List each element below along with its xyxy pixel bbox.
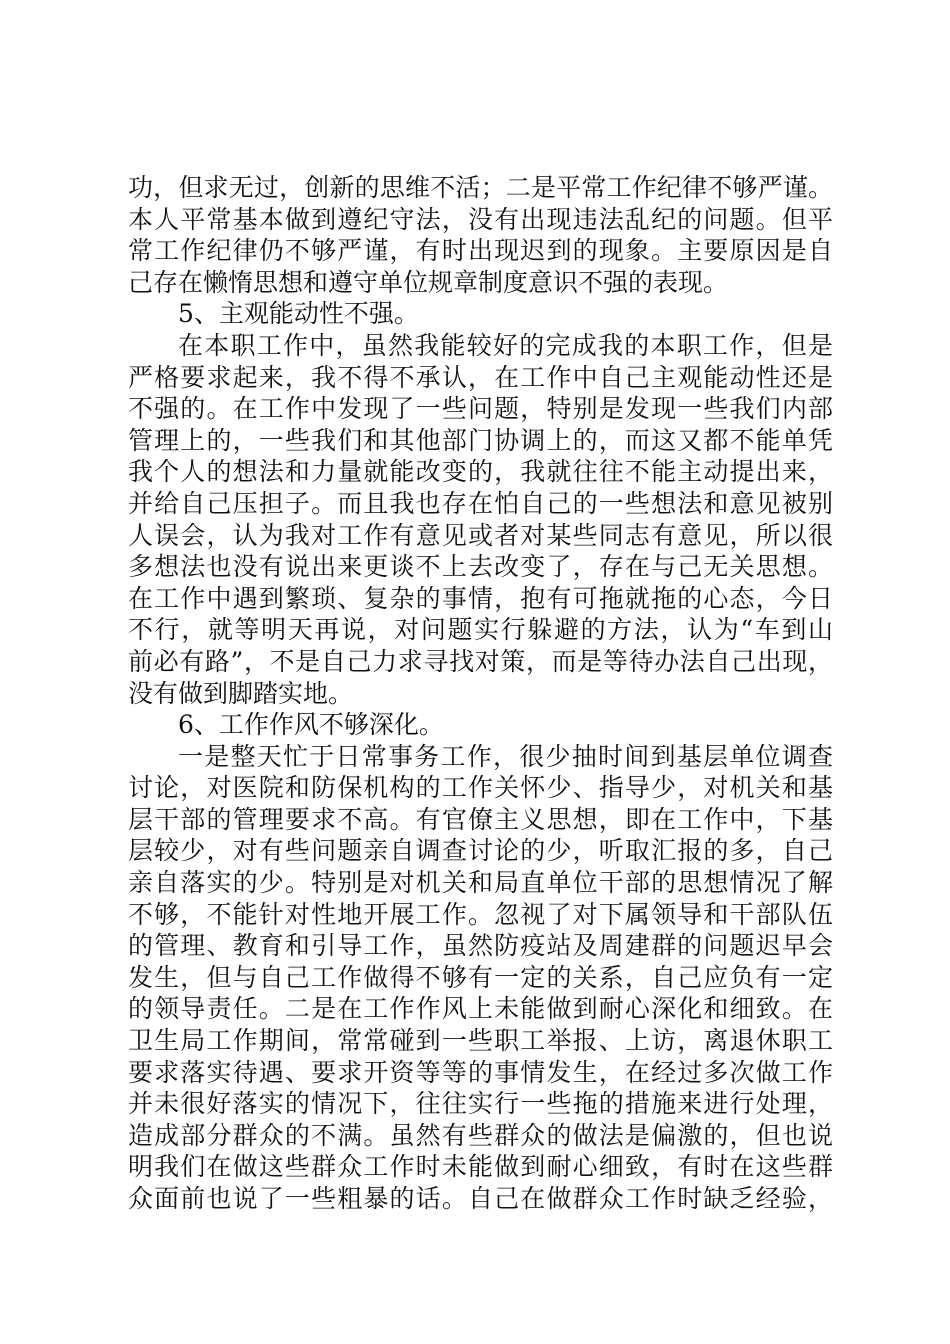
text-line: 亲自落实的少。特别是对机关和局直单位干部的思想情况了解 — [128, 868, 833, 898]
text-line: 不行，就等明天再说，对问题实行躲避的方法，认为“车到山 — [128, 615, 833, 645]
text-line: 人误会，认为我对工作有意见或者对某些同志有意见，所以很 — [128, 520, 833, 550]
text-line: 我个人的想法和力量就能改变的，我就往往不能主动提出来， — [128, 457, 833, 487]
text-line: 常工作纪律仍不够严谨，有时出现迟到的现象。主要原因是自 — [128, 236, 833, 266]
text-line: 前必有路”，不是自己力求寻找对策，而是等待办法自己出现， — [128, 646, 833, 676]
text-line: 要求落实待遇、要求开资等等的事情发生，在经过多次做工作 — [128, 1057, 833, 1087]
text-line: 并未很好落实的情况下，往往实行一些拖的措施来进行处理， — [128, 1089, 833, 1119]
text-line: 明我们在做这些群众工作时未能做到耐心细致，有时在这些群 — [128, 1152, 833, 1182]
text-line: 层较少，对有些问题亲自调查讨论的少，听取汇报的多，自己 — [128, 836, 833, 866]
text-line: 在本职工作中，虽然我能较好的完成我的本职工作，但是 — [178, 330, 833, 360]
text-line: 不够，不能针对性地开展工作。忽视了对下属领导和干部队伍 — [128, 899, 833, 929]
text-line: 并给自己压担子。而且我也存在怕自己的一些想法和意见被别 — [128, 488, 833, 518]
text-line: 管理上的，一些我们和其他部门协调上的，而这又都不能单凭 — [128, 425, 833, 455]
document-body-text — [128, 172, 833, 1215]
text-line: 发生，但与自己工作做得不够有一定的关系，自己应负有一定 — [128, 962, 833, 992]
text-line: 讨论，对医院和防保机构的工作关怀少、指导少，对机关和基 — [128, 773, 833, 803]
text-line: 众面前也说了一些粗暴的话。自己在做群众工作时缺乏经验， — [128, 1184, 833, 1213]
text-line: 6、工作作风不够深化。 — [178, 710, 444, 740]
text-line: 严格要求起来，我不得不承认，在工作中自己主观能动性还是 — [128, 362, 833, 392]
text-line: 多想法也没有说出来更谈不上去改变了，存在与己无关思想。 — [128, 552, 833, 582]
text-line: 卫生局工作期间，常常碰到一些职工举报、上访，离退休职工 — [128, 1026, 833, 1056]
text-line: 的管理、教育和引导工作，虽然防疫站及周建群的问题迟早会 — [128, 931, 833, 961]
text-line: 本人平常基本做到遵纪守法，没有出现违法乱纪的问题。但平 — [128, 204, 833, 234]
text-line: 5、主观能动性不强。 — [178, 299, 419, 329]
text-line: 功，但求无过，创新的思维不活；二是平常工作纪律不够严谨。 — [128, 173, 833, 202]
text-line: 不强的。在工作中发现了一些问题，特别是发现一些我们内部 — [128, 394, 833, 424]
text-line: 一是整天忙于日常事务工作，很少抽时间到基层单位调查 — [178, 741, 833, 771]
text-line: 没有做到脚踏实地。 — [128, 678, 354, 708]
text-line: 造成部分群众的不满。虽然有些群众的做法是偏激的，但也说 — [128, 1120, 833, 1150]
text-line: 层干部的管理要求不高。有官僚主义思想，即在工作中，下基 — [128, 804, 833, 834]
text-line: 己存在懒惰思想和遵守单位规章制度意识不强的表现。 — [128, 267, 729, 297]
text-line: 的领导责任。二是在工作作风上未能做到耐心深化和细致。在 — [128, 994, 833, 1024]
text-line: 在工作中遇到繁琐、复杂的事情，抱有可拖就拖的心态，今日 — [128, 583, 833, 613]
